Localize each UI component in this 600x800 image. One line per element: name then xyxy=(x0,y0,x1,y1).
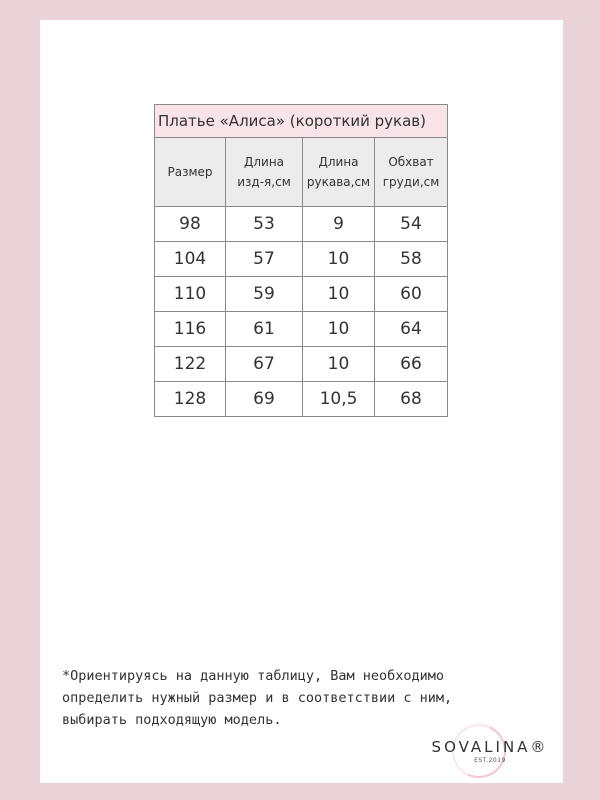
header-sleeve-length: Длина рукава,см xyxy=(303,138,375,207)
content-card xyxy=(40,20,563,783)
logo-est-text: EST.2019 xyxy=(474,757,506,764)
cell-size: 98 xyxy=(155,207,226,242)
table-title: Платье «Алиса» (короткий рукав) xyxy=(155,105,448,138)
logo-brand-text: SOVALINA® xyxy=(431,738,549,756)
cell-sleeve-length: 10 xyxy=(303,347,375,382)
header-chest-girth: Обхват груди,см xyxy=(375,138,448,207)
table-row xyxy=(155,347,448,382)
cell-chest-girth: 54 xyxy=(375,207,448,242)
cell-item-length: 57 xyxy=(226,242,303,277)
cell-sleeve-length: 10 xyxy=(303,312,375,347)
note-line: определить нужный размер и в соответствии с ним, xyxy=(62,690,453,706)
cell-sleeve-length: 10 xyxy=(303,277,375,312)
note-line: *Ориентируясь на данную таблицу, Вам необходимо xyxy=(62,668,445,684)
table-header-row xyxy=(155,138,448,207)
header-item-length: Длина изд-я,см xyxy=(226,138,303,207)
cell-item-length: 53 xyxy=(226,207,303,242)
table-row xyxy=(155,277,448,312)
note-line: выбирать подходящую модель. xyxy=(62,712,282,728)
table-row xyxy=(155,312,448,347)
cell-chest-girth: 66 xyxy=(375,347,448,382)
cell-size: 122 xyxy=(155,347,226,382)
cell-item-length: 61 xyxy=(226,312,303,347)
cell-size: 110 xyxy=(155,277,226,312)
cell-sleeve-length: 10 xyxy=(303,242,375,277)
cell-chest-girth: 64 xyxy=(375,312,448,347)
table-row xyxy=(155,242,448,277)
cell-sleeve-length: 10,5 xyxy=(303,382,375,417)
size-table xyxy=(154,104,448,417)
cell-item-length: 67 xyxy=(226,347,303,382)
cell-sleeve-length: 9 xyxy=(303,207,375,242)
table-row xyxy=(155,382,448,417)
header-size: Размер xyxy=(155,138,226,207)
brand-logo xyxy=(420,720,560,780)
cell-size: 128 xyxy=(155,382,226,417)
table-row xyxy=(155,207,448,242)
cell-chest-girth: 60 xyxy=(375,277,448,312)
cell-chest-girth: 68 xyxy=(375,382,448,417)
cell-size: 116 xyxy=(155,312,226,347)
cell-chest-girth: 58 xyxy=(375,242,448,277)
cell-item-length: 59 xyxy=(226,277,303,312)
cell-size: 104 xyxy=(155,242,226,277)
cell-item-length: 69 xyxy=(226,382,303,417)
